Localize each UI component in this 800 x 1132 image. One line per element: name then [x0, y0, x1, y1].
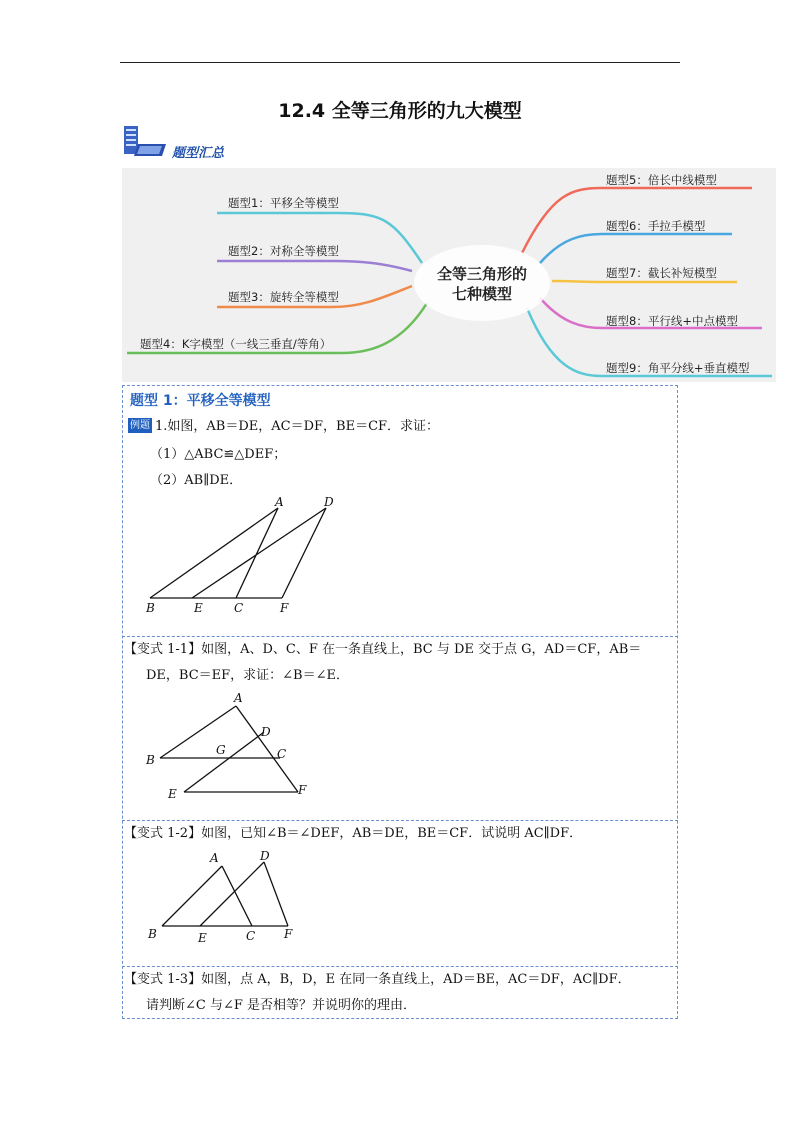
mindmap-item-type4: 题型4：K字模型（一线三垂直/等角） [140, 337, 332, 351]
example-label-c: C [234, 601, 244, 615]
variant1-label-f: F [298, 783, 307, 797]
example-line1: 1.如图，AB＝DE，AC＝DF，BE＝CF．求证： [155, 419, 440, 434]
variant2-line1: 【变式 1-2】如图，已知∠B＝∠DEF，AB＝DE，BE＝CF．试说明 AC∥DF． [124, 826, 583, 841]
example-label-f: F [280, 601, 289, 615]
variant2-label-b: B [148, 927, 157, 941]
variant3-line1: 【变式 1-3】如图，点 A，B，D，E 在同一条直线上，AD＝BE，AC＝DF，AC∥DF． [124, 972, 631, 987]
header-rule [120, 62, 680, 63]
variant2-figure [140, 848, 310, 946]
mindmap-center-line2: 七种模型 [451, 285, 512, 303]
example-line3: （2）AB∥DE． [150, 473, 243, 488]
variant2-label-e: E [198, 931, 207, 945]
example-label-b: B [146, 601, 155, 615]
example-line2: （1）△ABC≌△DEF； [150, 447, 287, 462]
variant1-label-b: B [146, 753, 155, 767]
mindmap-center-line1: 全等三角形的 [436, 265, 527, 283]
variant2-label-c: C [246, 929, 256, 943]
variant1-label-a: A [234, 691, 243, 705]
example-label-e: E [194, 601, 203, 615]
example-figure [140, 492, 340, 618]
variant1-label-c: C [277, 747, 287, 761]
book-icon [122, 124, 168, 158]
summary-label: 题型汇总 [172, 146, 225, 161]
variant2-label-a: A [210, 851, 219, 865]
example-badge: 例题 [130, 420, 150, 431]
variant1-label-g: G [216, 743, 226, 757]
variant1-label-e: E [168, 787, 177, 801]
variant1-label-d: D [261, 725, 271, 739]
mindmap-item-type7: 题型7：截长补短模型 [606, 266, 717, 280]
variant2-label-f: F [284, 927, 293, 941]
mindmap-item-type6: 题型6：手拉手模型 [606, 219, 706, 233]
mindmap-center [412, 264, 552, 304]
separator-2 [122, 820, 678, 821]
mindmap-item-type5: 题型5：倍长中线模型 [606, 173, 717, 187]
mindmap-item-type9: 题型9：角平分线+垂直模型 [606, 361, 750, 375]
separator-1 [122, 636, 678, 637]
mindmap-item-type3: 题型3：旋转全等模型 [228, 290, 339, 304]
separator-3 [122, 966, 678, 967]
variant1-figure [140, 688, 330, 804]
mindmap-item-type1: 题型1：平移全等模型 [228, 196, 339, 210]
mindmap-item-type8: 题型8：平行线+中点模型 [606, 314, 738, 328]
mindmap-item-type2: 题型2：对称全等模型 [228, 244, 339, 258]
page-title: 12.4 全等三角形的九大模型 [278, 100, 522, 122]
variant1-line1: 【变式 1-1】如图，A、D、C、F 在一条直线上，BC 与 DE 交于点 G，AD＝CF，AB＝ [124, 642, 642, 657]
example-label-d: D [324, 495, 334, 509]
variant1-line2: DE，BC＝EF，求证：∠B＝∠E． [146, 668, 349, 683]
example-label-a: A [275, 495, 284, 509]
variant3-line2: 请判断∠C 与∠F 是否相等？并说明你的理由． [146, 998, 417, 1013]
mindmap [122, 168, 776, 382]
variant2-label-d: D [260, 849, 270, 863]
section-title: 题型 1：平移全等模型 [130, 393, 271, 409]
